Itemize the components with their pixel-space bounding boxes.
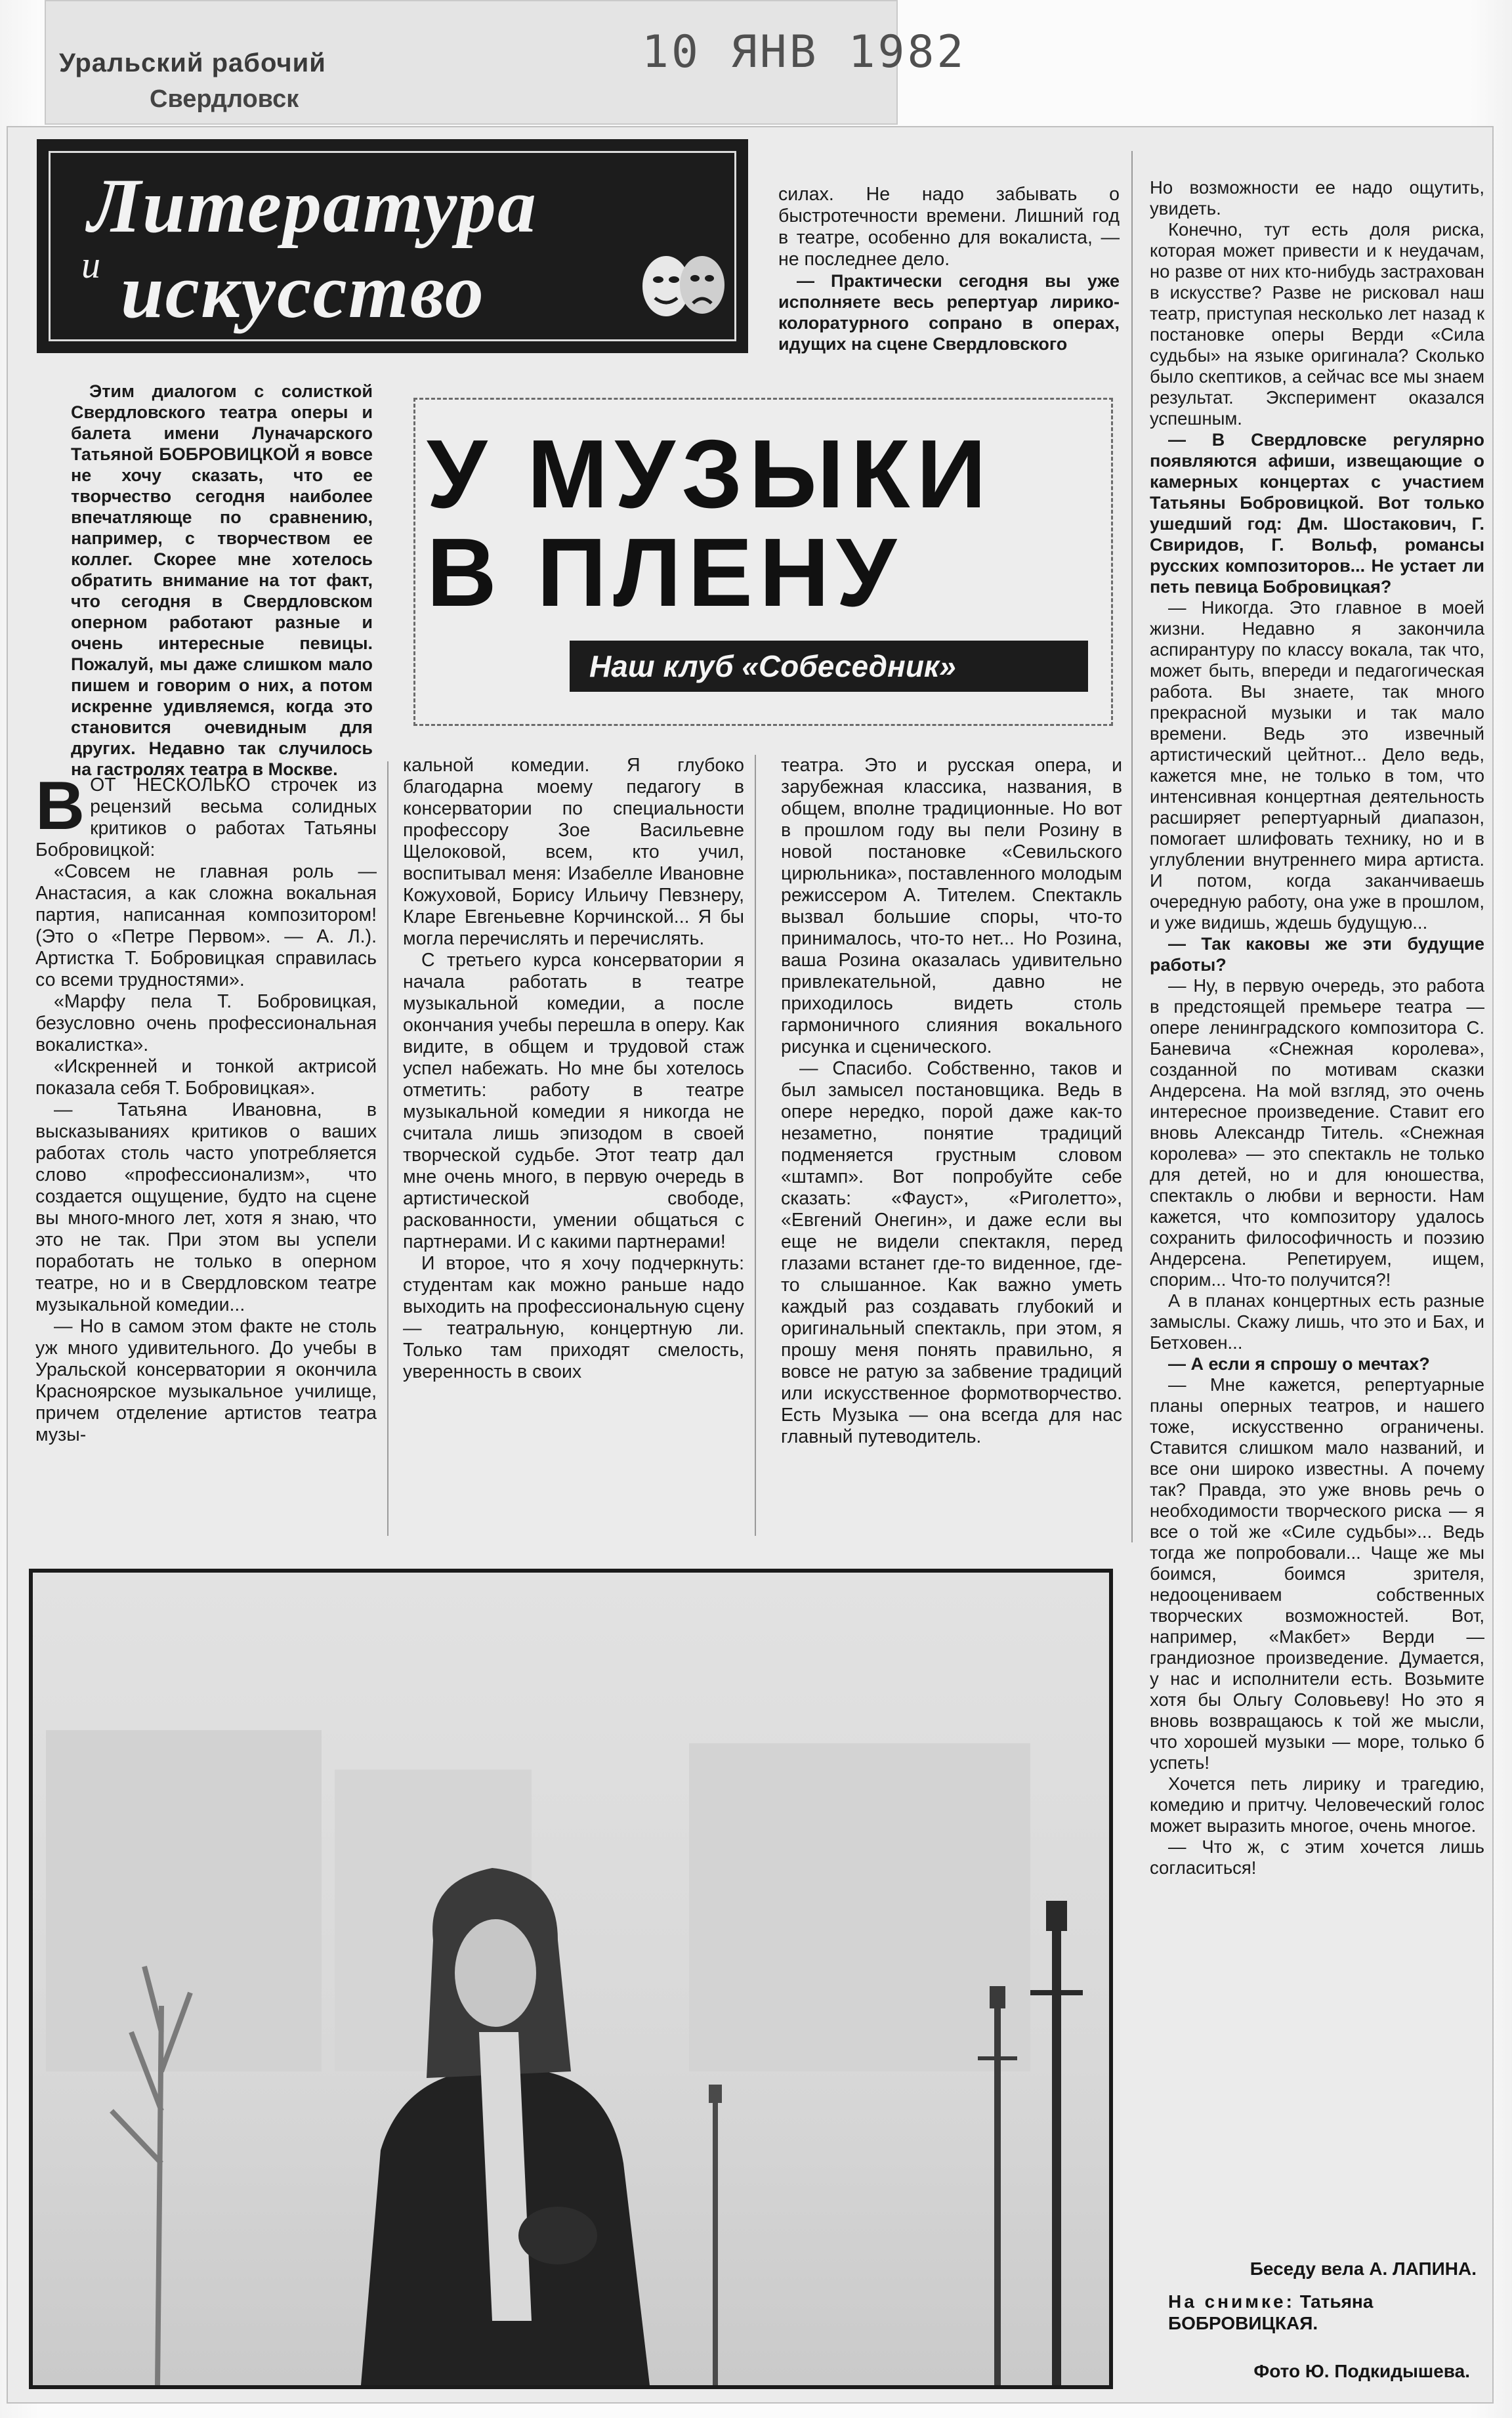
date-stamp: 10 ЯНВ 1982 bbox=[642, 26, 967, 78]
col3-paragraph-3: театра. Это и русская опера, и зарубежная классика, названия, в общем, вполне традиционные. Но вот в прошлом году вы пели Розину в новой постановке «Севильского цирюльника», поставленного молодым режиссером А. Тителем. Спектакль вызвал большие споры, что-то принималось, что-то нет... Но Розина, ваша Розина оказалась удивительно привлекательной, давно не приходилось видеть столь гармоничного слияния вокального рисунка и сценического. bbox=[781, 755, 1122, 1057]
rubric-conjunction: и bbox=[81, 244, 100, 286]
col3-paragraph-1: силах. Не надо забывать о быстротечности времени. Лишний год в театре, особенно для вокалиста, — не последнее дело. bbox=[778, 184, 1120, 270]
article-column-3-top bbox=[778, 184, 1120, 354]
col1-paragraph-2: «Совсем не главная роль — Анастасия, а как сложна вокальная партия, написанная композитором! (Это о «Петре Первом». — А. Л.). Артистка Т. Бобровицкая справилась со всеми трудностями». bbox=[35, 861, 377, 990]
drop-cap: В bbox=[35, 768, 85, 844]
lead-text: Этим диалогом с солисткой Свердловского театра оперы и балета имени Луначарского Татьяной БОБРОВИЦКОЙ я вовсе не хочу сказать, что ее творчество сегодня наиболее впечатляюще по сравнению, например, с творчеством ее коллег. Скорее мне хотелось обратить внимание на тот факт, что сегодня в Свердловском оперном работают разные и очень интересные певицы. Пожалуй, мы даже слишком мало пишем и говорим о них, а потом искренне удивляемся, когда это становится очевидным для других. Недавно так случилось на гастролях театра в Москве. bbox=[71, 381, 373, 779]
column-divider bbox=[1131, 151, 1133, 1542]
column-divider bbox=[755, 755, 756, 1536]
col4-paragraph-10: Хочется петь лирику и трагедию, комедию и притчу. Человеческий голос может выразить многое, очень многое. bbox=[1150, 1773, 1484, 1836]
byline: Беседу вела А. ЛАПИНА. bbox=[1250, 2259, 1477, 2279]
caption-name: Татьяна БОБРОВИЦКАЯ. bbox=[1168, 2291, 1374, 2333]
col2-paragraph-3: И второе, что я хочу подчеркнуть: студентам как можно раньше надо выходить на профессиональную сцену — театральную, концертную ли. Только там приходят смелость, уверенность в своих bbox=[403, 1253, 744, 1382]
col4-paragraph-8: — А если я спрошу о мечтах? bbox=[1168, 1354, 1430, 1374]
photo-credit: Фото Ю. Подкидышева. bbox=[1253, 2361, 1470, 2381]
col4-paragraph-5: — Так каковы же эти будущие работы? bbox=[1150, 934, 1484, 975]
col1-paragraph-3: «Марфу пела Т. Бобровицкая, безусловно очень профессиональная вокалистка». bbox=[35, 991, 377, 1055]
col3-paragraph-4: — Спасибо. Собственно, таков и был замысел постановщика. Ведь в опере нередко, порой даже как-то незаметно, понятие традиций подменяется грустным словом «штамп». Вот попробуйте себе сказать: «Фауст», «Риголетто», «Евгений Онегин», и даже если вы еще не видели спектакля, перед глазами встанет где-то виденное, где-то слышанное. Как важно уметь каждый раз создавать глубокий и оригинальный спектакль, при этом, я прошу меня понять правильно, я вовсе не ратую за забвение традиций или искусственное формотворчество. Есть Музыка — она всегда для нас главный путеводитель. bbox=[781, 1058, 1122, 1447]
col1-paragraph-4: «Искренней и тонкой актрисой показала себя Т. Бобровицкая». bbox=[35, 1056, 377, 1099]
headline-line-2: В ПЛЕНУ bbox=[427, 519, 903, 627]
article-column-2 bbox=[403, 755, 744, 1383]
col3-paragraph-2: — Практически сегодня вы уже исполняете весь репертуар лирико-колоратурного сопрано в операх, идущих на сцене Свердловского bbox=[778, 271, 1120, 354]
article-column-3 bbox=[781, 755, 1122, 1448]
rubric-line-1: Литература bbox=[88, 163, 537, 249]
col2-paragraph-2: С третьего курса консерватории я начала работать в театре музыкальной комедии, а после окончания учебы перешла в оперу. Как видите, в общем и трудовой стаж успел набежать. Но мне бы хотелось отметить: работу в театре музыкальной комедии я никогда не считала лишь эпизодом в своей творческой судьбе. Этот театр дал мне очень много, в первую очередь в артистической свободе, раскованности, умении общаться с партнерами. И с какими партнерами! bbox=[403, 950, 744, 1252]
col4-paragraph-3: — В Свердловске регулярно появляются афиши, извещающие о камерных концертах с участием Татьяны Бобровицкой. Вот только ушедший год: Дм. Шостакович, Г. Свиридов, Г. Вольф, романсы русских композиторов... Не устает ли петь певица Бобровицкая? bbox=[1150, 430, 1484, 597]
theatre-masks-icon bbox=[637, 247, 728, 326]
article-column-4 bbox=[1150, 177, 1484, 1878]
caption-label: На снимке: bbox=[1168, 2291, 1295, 2312]
col4-paragraph-6: — Ну, в первую очередь, это работа в предстоящей премьере театра — опере ленинградского композитора С. Баневича «Снежная королева», созданной по мотивам сказки Андерсена. На мой взгляд, это очень интересное произведение. Ставит его вновь Александр Титель. «Снежная королева» — это спектакль не только для детей, но и для юношества, спектакль о любви и верности. Нам кажется, что композитору удалось сохранить философичность и поэзию Андерсена. Репетируем, ищем, спорим... Что-то получится?! bbox=[1150, 975, 1484, 1290]
article-column-1 bbox=[35, 768, 377, 1446]
col4-paragraph-4: — Никогда. Это главное в моей жизни. Недавно я закончила аспирантуру по классу вокала, так что, может быть, впереди и педагогическая работа. Вы знаете, так много прекрасной музыки и так мало времени. Ведь это извечный артистический цейтнот... Дело ведь, кажется мне, не только в том, что интенсивная концертная деятельность расширяет репертуарный диапазон, помогает шлифовать технику, но и в углублении внутреннего мира артиста. И потом, когда заканчиваешь очередную работу, она уже в прошлом, и уже видишь, ждешь будущую... bbox=[1150, 597, 1484, 933]
col1-paragraph-5: — Татьяна Ивановна, в высказываниях критиков о ваших работах столь часто употребляется слово «профессионализм», что создается ощущение, будто на сцене вы много-много лет, хотя я знаю, что это не так. При этом вы успели поработать не только в оперном театре, но и в Свердловском театре музыкальной комедии... bbox=[35, 1099, 377, 1315]
col2-paragraph-1: кальной комедии. Я глубоко благодарна моему педагогу в консерватории по специальности профессору Зое Васильевне Щелоковой, всем, кто учил, воспитывал меня: Изабелле Ивановне Кожуховой, Борису Ильичу Певзнеру, Кларе Евгеньевне Корчинской... Я бы могла перечислять и перечислять. bbox=[403, 755, 744, 949]
col4-paragraph-1: Но возможности ее надо ощутить, увидеть. bbox=[1150, 177, 1484, 219]
headline bbox=[427, 420, 993, 627]
col4-paragraph-2: Конечно, тут есть доля риска, которая может привести и к неудачам, но разве от них кто-нибудь застрахован в искусстве? Разве не рисковал наш театр, приступая несколько лет назад к постановке оперы Верди «Сила судьбы» на языке оригинала? Сколько было скептиков, а сейчас все мы знаем результат. Эксперимент оказался успешным. bbox=[1150, 219, 1484, 429]
col4-paragraph-7: А в планах концертных есть разные замыслы. Скажу лишь, что это и Бах, и Бетховен... bbox=[1150, 1290, 1484, 1353]
col4-paragraph-11: — Что ж, с этим хочется лишь согласиться! bbox=[1150, 1836, 1484, 1878]
article-photo bbox=[29, 1569, 1113, 2389]
col4-paragraph-9: — Мне кажется, репертуарные планы оперных театров, и нашего тоже, искусственно ограничены. Ставится слишком мало названий, и все они широко известны. А почему так? Правда, это уже вновь речь о необходимости творческого риска — я все о той же «Силе судьбы»... Ведь тогда же попробовали... Чаще же мы боимся, боимся зрителя, недооцениваем собственных творческих возможностей. Вот, например, «Макбет» Верди — грандиозное произведение. Думается, у нас и исполнители есть. Возьмите хотя бы Ольгу Соловьеву! Но это я вновь возвращаюсь к той же мысли, что хорошей музыки — море, только б успеть! bbox=[1150, 1374, 1484, 1773]
source-name: Уральский рабочий bbox=[59, 49, 326, 77]
headline-line-1: У МУЗЫКИ bbox=[427, 420, 993, 528]
photo-singer-in-winter-image bbox=[33, 1573, 1109, 2385]
col1-p1-text: ОТ НЕСКОЛЬКО строчек из рецензий весьма солидных критиков о работах Татьяны Бобровицкой: bbox=[35, 774, 377, 860]
rubric-banner bbox=[37, 139, 748, 353]
lead-paragraph bbox=[71, 381, 373, 780]
photo-caption bbox=[1168, 2291, 1483, 2334]
rubric-line-2: искусство bbox=[121, 248, 485, 334]
column-divider bbox=[387, 761, 388, 1536]
col1-paragraph-6: — Но в самом этом факте не столь уж много удивительного. До учебы в Уральской консерватории я окончила Красноярское музыкальное училище, причем отделение артистов театра музы- bbox=[35, 1316, 377, 1445]
col1-paragraph-1 bbox=[35, 768, 377, 861]
club-label: Наш клуб «Собеседник» bbox=[570, 641, 1088, 692]
source-city: Свердловск bbox=[150, 85, 299, 113]
